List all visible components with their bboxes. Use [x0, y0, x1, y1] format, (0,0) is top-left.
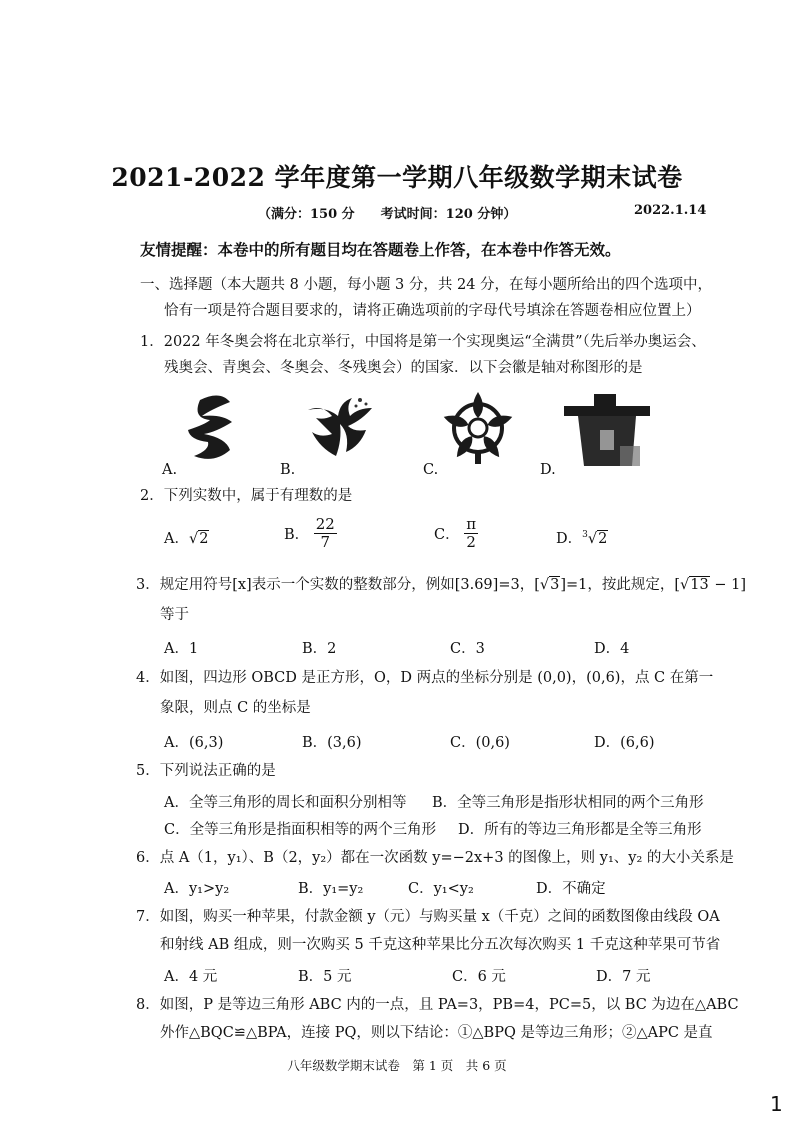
- q1-label-a: A.: [162, 462, 178, 478]
- emblem-c-icon: [442, 390, 514, 470]
- q2-option-c: C． $\frac{\pi}{2}$: [434, 515, 477, 551]
- q2-stem: 2．下列实数中，属于有理数的是: [140, 488, 353, 504]
- page-number: 1: [770, 1092, 783, 1116]
- q5-option-a: A．全等三角形的周长和面积分别相等: [164, 795, 407, 811]
- q4-line1: 4．如图，四边形 OBCD 是正方形，O，D 两点的坐标分别是 (0,0)，(0,6)，点 C 在第一: [136, 670, 714, 686]
- q6-option-a: A．y₁>y₂: [164, 881, 230, 897]
- q3-option-a: A．1: [164, 641, 199, 657]
- exam-date: 2022.1.14: [634, 203, 707, 218]
- section1-line1: 一、选择题（本大题共 8 小题，每小题 3 分，共 24 分，在每小题所给出的四个选项中，: [140, 277, 713, 293]
- q1-label-b: B.: [280, 462, 296, 478]
- q2-option-d: D．$^3$√2: [556, 530, 608, 547]
- q3-option-d: D．4: [594, 641, 630, 657]
- q5-option-d: D．所有的等边三角形都是全等三角形: [458, 822, 702, 838]
- q1-label-c: C.: [423, 462, 439, 478]
- q7-option-a: A．4 元: [164, 969, 218, 985]
- q3-option-b: B．2: [302, 641, 337, 657]
- q7-option-c: C．6 元: [452, 969, 506, 985]
- q6-option-d: D．不确定: [536, 881, 606, 897]
- q7-option-b: B．5 元: [298, 969, 352, 985]
- q3-line1: 3．规定用符号[x]表示一个实数的整数部分，例如[3.69]=3，[√3]=1，按此规定，[√13 − 1]: [136, 577, 746, 593]
- page-footer: 八年级数学期末试卷 第 1 页 共 6 页: [287, 1058, 507, 1073]
- q2-option-a: A．√2: [164, 531, 209, 547]
- page-title: 2021-2022 学年度第一学期八年级数学期末试卷: [111, 163, 683, 192]
- q2-option-b: B． $\frac{22}{7}$: [284, 515, 335, 551]
- q4-option-b: B．(3,6): [302, 735, 362, 751]
- q3-option-c: C．3: [450, 641, 485, 657]
- emblem-b-icon: [302, 390, 382, 470]
- q5-option-c: C．全等三角形是指面积相等的两个三角形: [164, 822, 437, 838]
- q1-line1: 1．2022 年冬奥会将在北京举行，中国将是第一个实现奥运“全满贯”（先后举办奥运会、: [140, 334, 706, 350]
- emblem-a-icon: [180, 390, 250, 470]
- emblem-d-icon: [560, 390, 654, 470]
- q6-option-b: B．y₁=y₂: [298, 881, 364, 897]
- q6-stem: 6．点 A（1，y₁）、B（2，y₂）都在一次函数 y=−2x+3 的图像上，则 y₁、y₂ 的大小关系是: [136, 850, 734, 866]
- q7-option-d: D．7 元: [596, 969, 651, 985]
- q8-line2: 外作△BQC≌△BPA，连接 PQ，则以下结论：①△BPQ 是等边三角形；②△APC 是直: [160, 1025, 713, 1041]
- q4-line2: 象限，则点 C 的坐标是: [160, 700, 311, 716]
- q4-option-c: C．(0,6): [450, 735, 510, 751]
- q4-option-d: D．(6,6): [594, 735, 655, 751]
- q1-line2: 残奥会、青奥会、冬奥会、冬残奥会）的国家．以下会徽是轴对称图形的是: [164, 360, 643, 376]
- q6-option-c: C．y₁<y₂: [408, 881, 474, 897]
- section1-line2: 恰有一项是符合题目要求的，请将正确选项前的字母代号填涂在答题卷相应位置上）: [164, 303, 701, 319]
- score-time-info: （满分：150 分 考试时间：120 分钟）: [258, 207, 517, 222]
- q8-line1: 8．如图，P 是等边三角形 ABC 内的一点，且 PA=3，PB=4，PC=5，以 BC 为边在△ABC: [136, 997, 739, 1013]
- q3-line2: 等于: [160, 607, 189, 623]
- q1-label-d: D.: [540, 462, 556, 478]
- q7-line1: 7．如图，购买一种苹果，付款金额 y（元）与购买量 x（千克）之间的函数图像由线段 OA: [136, 909, 720, 925]
- q5-stem: 5．下列说法正确的是: [136, 763, 276, 779]
- q5-option-b: B．全等三角形是指形状相同的两个三角形: [432, 795, 704, 811]
- reminder: 友情提醒：本卷中的所有题目均在答题卷上作答，在本卷中作答无效。: [140, 240, 621, 259]
- q4-option-a: A．(6,3): [164, 735, 224, 751]
- q7-line2: 和射线 AB 组成，则一次购买 5 千克这种苹果比分五次每次购买 1 千克这种苹果可节省: [160, 937, 721, 953]
